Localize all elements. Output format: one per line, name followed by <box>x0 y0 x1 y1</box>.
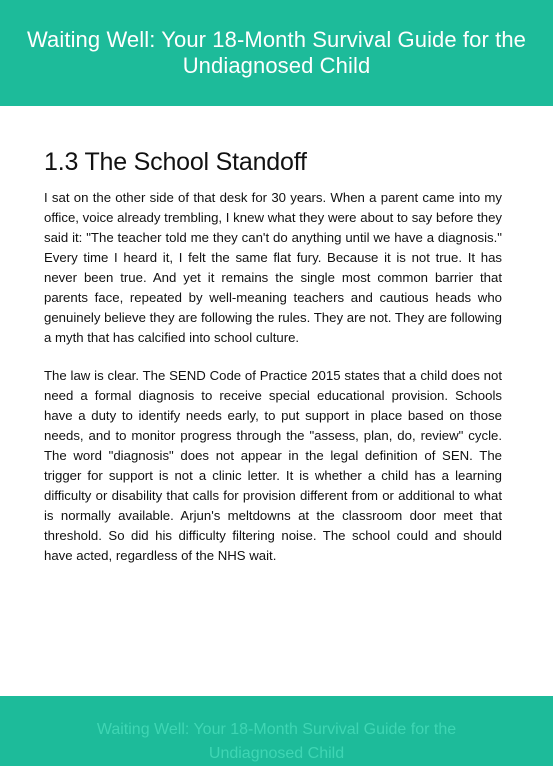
page-footer <box>0 696 553 766</box>
body-paragraph-2: The law is clear. The SEND Code of Practice 2015 states that a child does not need a formal diagnosis to receive special educational provision. Schools have a duty to identify needs early, to put support in place based on those needs, and to monitor progress through the "assess, plan, do, review" cycle. The word "diagnosis" does not appear in the legal definition of SEN. The trigger for support is not a clinic letter. It is whether a child has a learning difficulty or disability that calls for provision different from or additional to what is normally available. Arjun's meltdowns at the classroom door meet that threshold. So did his difficulty filtering noise. The school could and should have acted, regardless of the NHS wait. <box>44 368 502 563</box>
main-content <box>44 146 502 566</box>
section-heading: 1.3 The School Standoff <box>44 148 307 176</box>
footer-title: Waiting Well: Your 18-Month Survival Guide for the Undiagnosed Child <box>96 721 457 762</box>
body-paragraph-1: I sat on the other side of that desk for 30 years. When a parent came into my office, voice already trembling, I knew what they were about to say before they said it: "The teacher told me they can't do anything until we have a diagnosis." Every time I heard it, I felt the same flat fury. Because it is not true. It has never been true. And yet it remains the single most common barrier that parents face, repeated by well-meaning teachers and cautious heads who genuinely believe they are following the rules. They are not. They are following a myth that has calcified into school culture. <box>44 190 502 345</box>
header-title: Waiting Well: Your 18-Month Survival Guide for the Undiagnosed Child <box>26 27 527 78</box>
page-header <box>0 0 553 106</box>
